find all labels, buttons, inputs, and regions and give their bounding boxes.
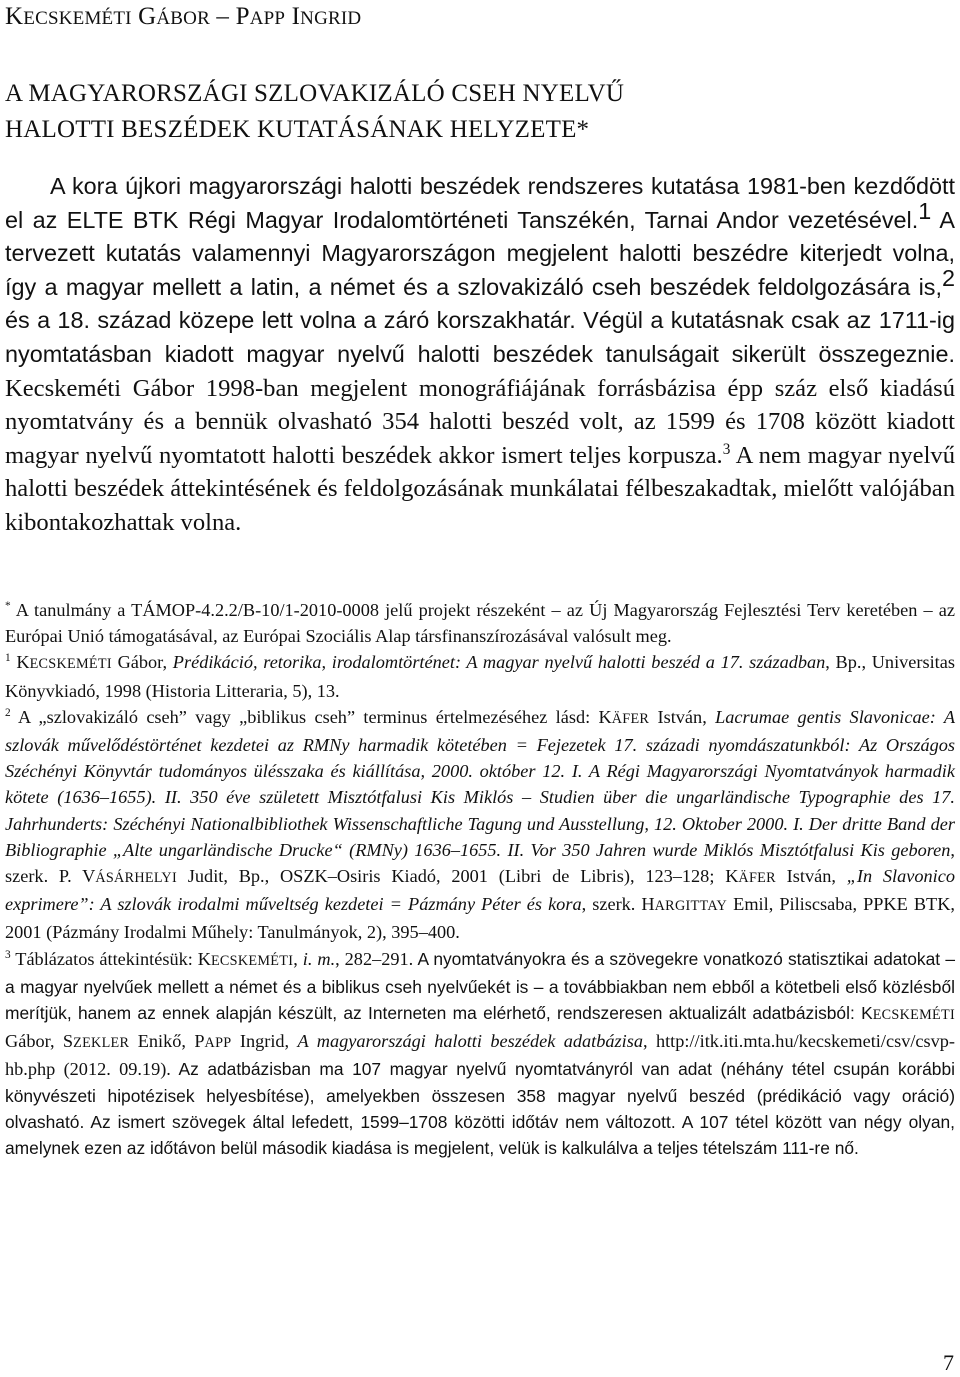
main-text (5, 170, 955, 540)
footnote-text: Az adatbázisban ma 107 magyar nyelvű nyomtatványról van adat (néhány tétel csupán korábbi könyvészeti hipotézisek helyesbítése), amelyekben összesen 358 magyar nyelvű beszéd (prédikáció vagy oráció) olvasható. Az ismert szövegek által lefedett, 1599–1708 közötti időtáv nem változott. A 107 tétel között van négy olyan, amelynek ezen az időtávon belül második kiadása is megjelent, velük is kalkulálva a teljes tételszám 111-re nő. (5, 1059, 955, 1159)
body-sentence: A tervezett kutatás valamennyi Magyarországon megjelent halotti beszédre kiterjedt volna, így a magyar mellett a latin, a német és a szlovakizáló cseh beszédek feldolgozására is, (5, 206, 955, 300)
author-smallcaps: ÁSÁRHELYI (95, 870, 177, 887)
footnote-text: A tanulmány a TÁMOP-4.2.2/B-10/1-2010-0008 jelű projekt részeként – az Új Magyarország Fejlesztési Terv keretében – az Európai Unió támogatásával, az Európai Szociális Alap társfinanszírozásával valósult meg. (5, 600, 955, 647)
footnote-text: , Bp., Universitas Könyvkiadó, 1998 (Historia Litteraria, 5), 13. (5, 652, 955, 701)
body-sentence: Kecskeméti Gábor 1998-ban megjelent monográfiájának forrásbázisa épp száz első kiadású nyomtatvány és a bennük olvasható 354 halotti beszéd volt, az 1599 és 1708 között kiadott magyar nyelvű nyomtatott halotti beszédek akkor ismert teljes korpusza. (5, 374, 955, 469)
author-smallcaps: NGRID (300, 8, 362, 29)
footnote-text: Gábor, S (5, 1031, 74, 1052)
footnote-text: Emil, Piliscsaba, PPKE BTK, 2001 (Pázmány Irodalmi Műhely: Tanulmányok, 2), 395–400. (5, 894, 955, 943)
footnote-text: , (293, 948, 303, 969)
author-smallcaps: ECSKEMÉTI (29, 656, 112, 673)
author-initial: G (138, 3, 157, 30)
footnote-3 (5, 946, 955, 1162)
footnote-text: Táblázatos áttekintésük: K (10, 948, 211, 969)
footnote-italic: Prédikáció, retorika, irodalomtörténet: A magyar nyelvű halotti beszéd a 17. században (172, 652, 826, 673)
body-sentence: A kora újkori magyarországi halotti beszédek rendszeres kutatása 1981-ben kezdődött el az ELTE BTK Régi Magyar Irodalomtörténeti Tanszékén, Tarnai Andor vezetésével. (5, 173, 955, 233)
title-line-2: HALOTTI BESZÉDEK KUTATÁSÁNAK HELYZETE* (5, 116, 590, 143)
footnote-italic: A magyarországi halotti beszédek adatbázisa (297, 1031, 643, 1052)
footnote-text: Enikő, P (129, 1031, 205, 1052)
footnote-text: István, (649, 706, 716, 727)
footnote-italic: Lacrumae gentis Slavonicae: A szlovák művelődéstörténet kezdetei az RMNy harmadik kötetében = Fejezetek 17. századi nyomdászatunkból: Az Országos Széchényi Könyvtár tudományos ülésszaka és kiállítása, 2000. október 12. I. A Régi Magyarországi Nyomtatványok harmadik kötete (1636–1655). II. 350 éve született Misztótfalusi Kis Miklós – Studien über die ungarländische Typographie des 17. Jahrhunderts: Széchényi Nationalbibliothek Wissenschaftliche Tagung und Ausstellung, 12. Oktober 2000. I. Der dritte Band der Bibliographie „Alte ungarländische Drucke“ (RMNy) 1636–1655. II. Vor 350 Jahren wurde Miklós Misztótfalusi Kis geboren (5, 706, 956, 860)
footnote-2 (5, 704, 955, 946)
footnote-italic: i. m. (302, 948, 336, 969)
author-separator: – (209, 3, 236, 30)
authors-line (5, 2, 361, 34)
footnote-mark: * (5, 599, 11, 612)
footnote-text: Judit, Bp., OSZK–Osiris Kiadó, 2001 (Libri de Libris), 123–128; K (177, 866, 739, 887)
footnote-text: Ingrid, (231, 1031, 298, 1052)
author-smallcaps: APP (204, 1035, 232, 1052)
body-paragraph (5, 170, 955, 540)
author-smallcaps: ECSKEMÉTI (872, 1007, 955, 1024)
footnote-text: A „szlovakizáló cseh” vagy „biblikus cseh” terminus értelmezéséhez lásd: K (10, 706, 612, 727)
body-sentence: A nem magyar nyelvű halotti beszédek áttekintésének és feldolgozásának munkálatai félbeszakadtak, mielőtt valójában kibontakozhattak volna. (5, 441, 955, 536)
page-number: 7 (943, 1350, 954, 1375)
author-initial: K (5, 3, 24, 30)
author-smallcaps: ARGITTAY (654, 898, 728, 915)
footnotes (5, 597, 955, 1161)
author-smallcaps: ÄFER (611, 710, 650, 727)
footnote-ref[interactable]: 1 (918, 197, 932, 224)
author-initial: P (235, 3, 250, 30)
footnote-text: István, (775, 866, 847, 887)
footnote-text: K (10, 652, 30, 673)
title-line-1: A MAGYARORSZÁGI SZLOVAKIZÁLÓ CSEH NYELVŰ (5, 80, 625, 107)
author-smallcaps: ZEKLER (73, 1035, 130, 1052)
author-smallcaps: ÁBOR (156, 8, 210, 29)
author-smallcaps: APP (249, 8, 286, 29)
body-sentence: és a 18. század közepe lett volna a záró korszakhatár. Végül a kutatásnak csak az 1711-ig nyomtatásban kiadott magyar nyelvű halotti beszédek tanulságait sikerült összegeznie. (5, 307, 955, 367)
article-title (5, 76, 955, 148)
author-initial: I (291, 3, 301, 30)
footnote-italic: „In Slavonico exprimere”: A szlovák irodalmi műveltség kezdetei = Pázmány Péter és kora (5, 866, 955, 915)
footnote-ref[interactable]: 2 (941, 264, 955, 291)
author-smallcaps: ÄFER (738, 870, 776, 887)
footnote-text: , szerk. H (581, 894, 655, 915)
footnote-text[interactable]: , http://itk.iti.mta.hu/kecskemeti/csv/csvp-hb.php (2012. 09.19). (5, 1031, 956, 1080)
author-smallcaps: ECSKEMÉTI (210, 952, 294, 969)
footnote-star (5, 597, 955, 649)
footnote-text: Gábor, (111, 652, 173, 673)
footnote-1 (5, 649, 955, 703)
author-smallcaps: ECSKEMÉTI (23, 8, 132, 29)
footnote-ref[interactable]: 3 (722, 440, 731, 458)
footnote-mark: 2 (5, 706, 11, 719)
footnote-text: A nyomtatványokra és a szövegekre vonatkozó statisztikai adatokat – a magyar nyelvűek mellett a német és a biblikus cseh nyelvűekét is – a továbbiakban nem ebből a kötetbeli első közlésből merítjük, hanem az ennek alapján készült, az Interneten ma elérhető, rendszeresen aktualizált adatbázisból: K (5, 948, 955, 1024)
footnote-mark: 3 (5, 948, 11, 961)
footnote-mark: 1 (5, 652, 11, 665)
footnote-text: , szerk. P. V (5, 839, 955, 887)
footnote-text: , 282–291. (335, 948, 414, 969)
